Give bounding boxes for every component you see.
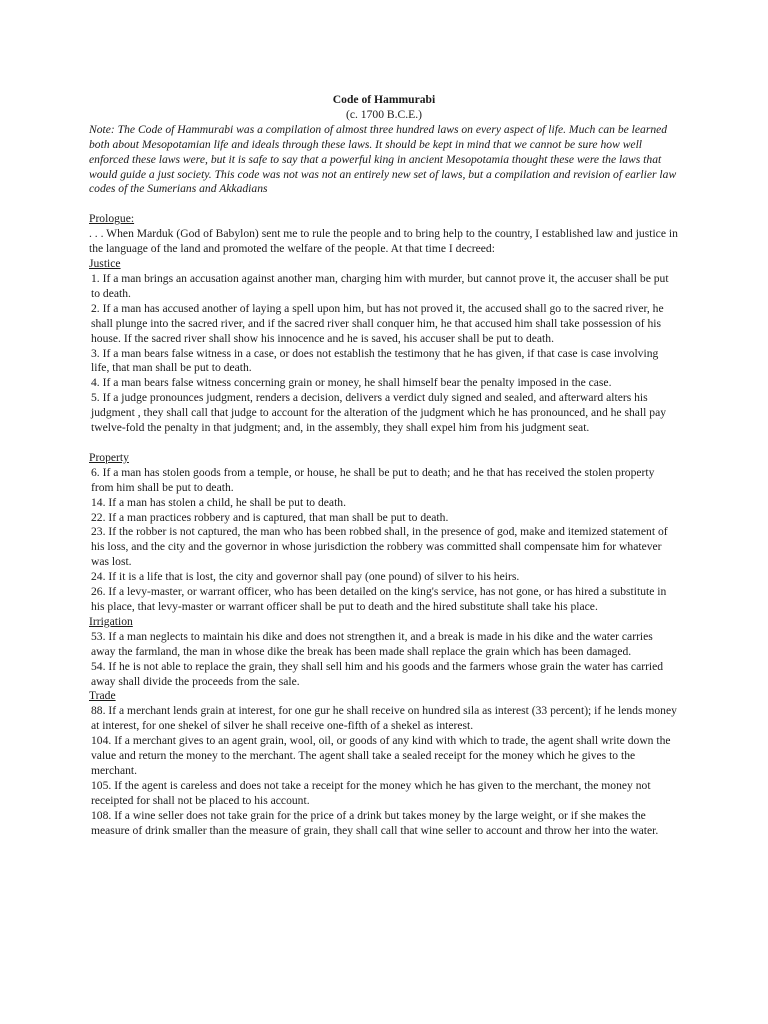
document-page <box>89 93 679 839</box>
law-26: 26. If a levy-master, or warrant officer, who has been detailed on the king's service, has not gone, or has hired a substitute in his place, that levy-master or warrant officer shall be put to death and the hired substitute shall take his place. <box>91 585 667 613</box>
law-54: 54. If he is not able to replace the grain, they shall sell him and his goods and the farmers whose grain the water has carried away shall divide the proceeds from the sale. <box>91 659 664 688</box>
law-4: 4. If a man bears false witness concerning grain or money, he shall himself bear the penalty imposed in the case. <box>91 376 612 390</box>
section-heading-property: Property <box>89 450 129 464</box>
prologue-heading: Prologue: <box>89 212 135 226</box>
law-2: 2. If a man has accused another of laying a spell upon him, but has not proved it, the accused shall go to the sacred river, he shall plunge into the sacred river, and if the sacred river shall conquer him, he that accused him shall take possession of his house. If the sacred river shall show his innocence and he is saved, his accuser shall be put to death. <box>91 301 664 345</box>
law-23: 23. If the robber is not captured, the man who has been robbed shall, in the presence of god, make and itemized statement of his loss, and the city and the governor in whose jurisdiction the robbery was committed shall compensate him for whatever was lost. <box>91 525 668 569</box>
section-heading-irrigation: Irrigation <box>89 614 133 628</box>
law-24: 24. If it is a life that is lost, the city and governor shall pay (one pound) of silver to his heirs. <box>91 570 520 584</box>
law-53: 53. If a man neglects to maintain his dike and does not strengthen it, and a break is made in his dike and the water carries away the farmland, the man in whose dike the break has been made shall replace the grain which has been damaged. <box>91 629 653 658</box>
law-5: 5. If a judge pronounces judgment, renders a decision, delivers a verdict duly signed and sealed, and afterward alters his judgment , they shall call that judge to account for the alteration of the judgment which he has pronounced, and he shall pay twelve-fold the penalty in that judgment; and, in the assembly, they shall expel him from his judgment seat. <box>91 391 667 435</box>
law-88: 88. If a merchant lends grain at interest, for one gur he shall receive on hundred sila as interest (33 percent); if he lends money at interest, for one shekel of silver he shall receive one-fifth of a shekel as interest. <box>91 704 677 733</box>
prologue-text: . . . When Marduk (God of Babylon) sent me to rule the people and to bring help to the country, I established law and justice in the language of the land and promoted the welfare of the people. At that time I decreed: <box>89 227 678 256</box>
law-1: 1. If a man brings an accusation against another man, charging him with murder, but cannot prove it, the accuser shall be put to death. <box>91 271 669 300</box>
law-105: 105. If the agent is careless and does not take a receipt for the money which he has given to the merchant, the money not receipted for shall not be placed to his account. <box>91 778 651 807</box>
document-date: (c. 1700 B.C.E.) <box>346 107 422 121</box>
law-104: 104. If a merchant gives to an agent grain, wool, oil, or goods of any kind with which to trade, the agent shall write down the value and return the money to the merchant. The agent shall take a sealed receipt for the money which he gives to the merchant. <box>91 734 671 777</box>
document-title: Code of Hammurabi <box>332 93 436 106</box>
section-heading-justice: Justice <box>89 257 121 271</box>
law-3: 3. If a man bears false witness in a case, or does not establish the testimony that he has given, if that case is case involving life, that man shall be put to death. <box>91 346 659 375</box>
section-heading-trade: Trade <box>89 689 116 703</box>
law-22: 22. If a man practices robbery and is captured, that man shall be put to death. <box>91 510 449 524</box>
law-108: 108. If a wine seller does not take grain for the price of a drink but takes money by the large weight, or if she makes the measure of drink smaller than the measure of grain, they shall call that wine seller to account and throw her into the water. <box>91 808 659 837</box>
editor-note: Note: The Code of Hammurabi was a compilation of almost three hundred laws on every aspect of life. Much can be learned both about Mesopotamian life and ideals through these laws. It should be kept in mind that we cannot be sure how well enforced these laws were, but it is safe to say that a powerful king in ancient Mesopotamia thought these were the laws that would guide a just society. This code was not was not an entirely new set of laws, but a compilation and revision of earlier law codes of the Sumerians and Akkadians <box>89 122 677 196</box>
spacer <box>89 197 679 212</box>
spacer <box>89 436 679 451</box>
law-6: 6. If a man has stolen goods from a temple, or house, he shall be put to death; and he that has received the stolen property from him shall be put to death. <box>91 465 655 494</box>
law-14: 14. If a man has stolen a child, he shall be put to death. <box>91 495 346 509</box>
